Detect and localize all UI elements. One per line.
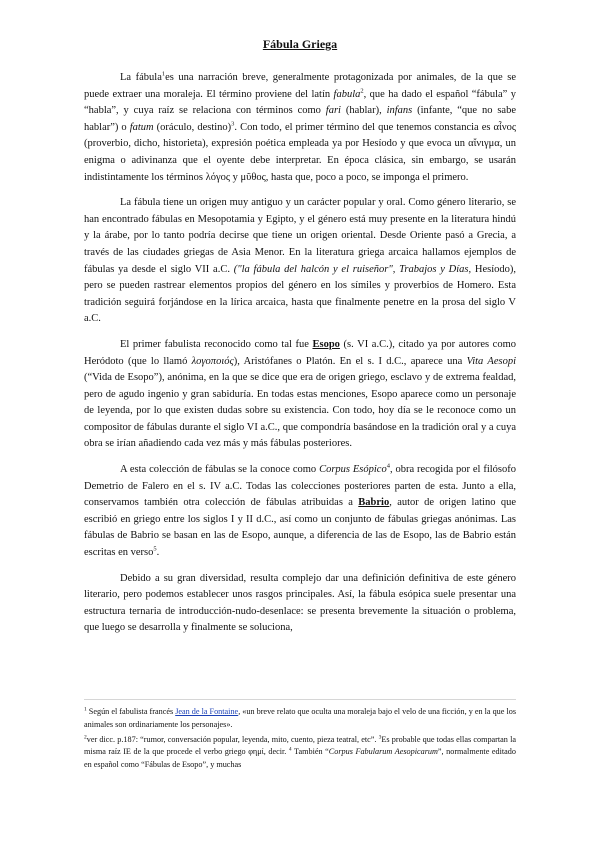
text: Hesíodo), pero se pueden rastrear elementos propios del género en los símiles y proverbios de Homero. Esta tradición seguirá forjándose en la lírica arcaica, hasta que finalmente penetre en la prosa del siglo V a.C. [84, 263, 516, 325]
paragraph-origin [84, 195, 516, 328]
paragraph-esopo [84, 337, 516, 453]
text: A esta colección de fábulas se la conoce como [120, 464, 320, 476]
text: . Con todo, el primer término del que tenemos constancia es αἶνος (proverbio, dicho, historieta), expresión poética empleada ya por Hesíodo y que evoca un αἴνιγμα, un enigma o adivinanza que el oyente debe interpretar. En época clásica, sin embargo, se usarán indistintamente los términos λόγος y μῦθος, hasta que, poco a poco, se imponga el primero. [84, 121, 516, 183]
footnote-ref-1[interactable]: 1 [161, 70, 166, 78]
text: ver dicc. p.187: “rumor, conversación popular, leyenda, mito, cuento, pieza teatral, etc”. [86, 734, 379, 744]
footnote-number: 1 [84, 706, 87, 713]
name-esopo: Esopo [312, 338, 340, 350]
text: , que ha dado el español “fábula” y “habla”, y cuya raíz se relaciona con términos como [84, 88, 516, 117]
text: La fábula [120, 72, 162, 83]
text: Según el fabulista francés [86, 707, 176, 716]
name-babrio: Babrio [358, 497, 390, 509]
term-fatum: fatum [129, 121, 154, 133]
text: (infante, “que no sabe hablar”) o [84, 105, 516, 133]
page-title: Fábula Griega [262, 37, 338, 51]
text: (hablar), [340, 105, 387, 117]
document-body [84, 70, 516, 646]
footnote-number: 2 [84, 733, 87, 740]
text: , «un breve relato que oculta una moraleja bajo el velo de una ficción, y en la que los animales son ordinariamente los personajes». [84, 707, 517, 729]
text: es una narración breve, generalmente protagonizada por animales, de la que se puede extraer una moraleja. El término proviene del latín [84, 72, 516, 100]
term-fari: fari [325, 105, 341, 117]
text: ”, normalmente editado en español como “Fábulas de Esopo”, y muchas [84, 747, 516, 770]
footnote-ref-5[interactable]: 5 [153, 545, 157, 553]
paragraph-intro [84, 70, 516, 186]
text: . [156, 547, 160, 559]
footnote-1 [84, 706, 516, 732]
text: También “ [291, 747, 329, 757]
text: (s. VI a.C.), citado ya por autores como Heródoto (que lo llamó [84, 338, 516, 367]
text: ), Aristófanes o Platón. En el s. I d.C., aparece una [233, 355, 467, 367]
footnote-number: 4 [288, 746, 292, 753]
text: El primer fabulista reconocido como tal fue [120, 338, 313, 350]
term-logopoios: λογοποιός [191, 355, 234, 367]
term-fabula: fabula [333, 88, 361, 100]
footnote-2-3-4 [84, 734, 516, 772]
footnote-ref-2[interactable]: 2 [360, 87, 364, 95]
footnotes [84, 706, 516, 774]
paragraph-corpus [84, 462, 516, 562]
footnote-divider [84, 699, 516, 700]
term-infans: infans [386, 105, 413, 117]
footnote-ref-4[interactable]: 4 [386, 462, 390, 470]
link-jean-de-la-fontaine[interactable]: Jean de la Fontaine [175, 707, 239, 716]
text: , autor de origen latino que escribió en griego entre los siglos I y II d.C., así como un conjunto de fábulas griegas anónimas. Las fábulas de Babrio se basan en las de Esopo, aunque, a diferencia de las de Esopo, las de Babrio están escritas en verso [84, 497, 516, 559]
text: , obra recogida por el filósofo Demetrio de Falero en el s. IV a.C. Todas las colecciones posteriores parten de esta. Junto a ella, conservamos también otra colección de fábulas atribuidas a [84, 464, 516, 509]
text: Es probable que todas ellas compartan la misma raíz IE de la que procede el verbo griego φημί, decir. [84, 734, 517, 757]
title-corpus-fabularum: Corpus Fabularum Aesopicarum [328, 747, 438, 757]
text: (“Vida de Esopo”), anónima, en la que se dice que era de origen griego, esclavo y de extrema fealdad, pero de agudo ingenio y gran sabiduría. En todas estas menciones, Esopo aparece como un personaje de leyenda, por lo que existen dudas sobre su existencia. Con todo, hoy día se le reconoce como un compositor de fábulas durante el siglo VI a.C., que compondría basándose en la tradición oral y a cuya obra se irían añadiendo cada vez más y más fábulas posteriores. [84, 372, 516, 450]
title-vita-aesopi: Vita Aesopi [466, 355, 516, 367]
text: (oráculo, destino) [153, 121, 232, 133]
text: La fábula tiene un origen muy antiguo y un carácter popular y oral. Como género literario, se han encontrado fábulas en Mesopotamia y Egipto, y el género está muy presente en la literatura hindú y la árabe, por lo tanto podría decirse que tiene un origen oriental. Desde Oriente pasó a Grecia, a través de las ciudades griegas de Asia Menor. En la literatura griega arcaica hallamos ejemplos de fábulas ya desde el siglo VII a.C. [84, 197, 516, 275]
paragraph-definition [84, 571, 516, 637]
text: Debido a su gran diversidad, resulta complejo dar una definición definitiva de este género literario, pero podemos establecer unos rasgos principales. Así, la fábula esópica suele presentar una estructura ternaria de introducción-nudo-desenlace: se presenta brevemente la situación o problema, que luego se desarrolla y finalmente se soluciona, [84, 572, 516, 634]
title-corpus-esopico: Corpus Esópico [319, 464, 387, 476]
footnote-number: 3 [378, 733, 382, 740]
footnote-ref-3[interactable]: 3 [231, 120, 235, 128]
citation-hesiod: ("la fábula del halcón y el ruiseñor", Trabajos y Días, [233, 263, 472, 275]
